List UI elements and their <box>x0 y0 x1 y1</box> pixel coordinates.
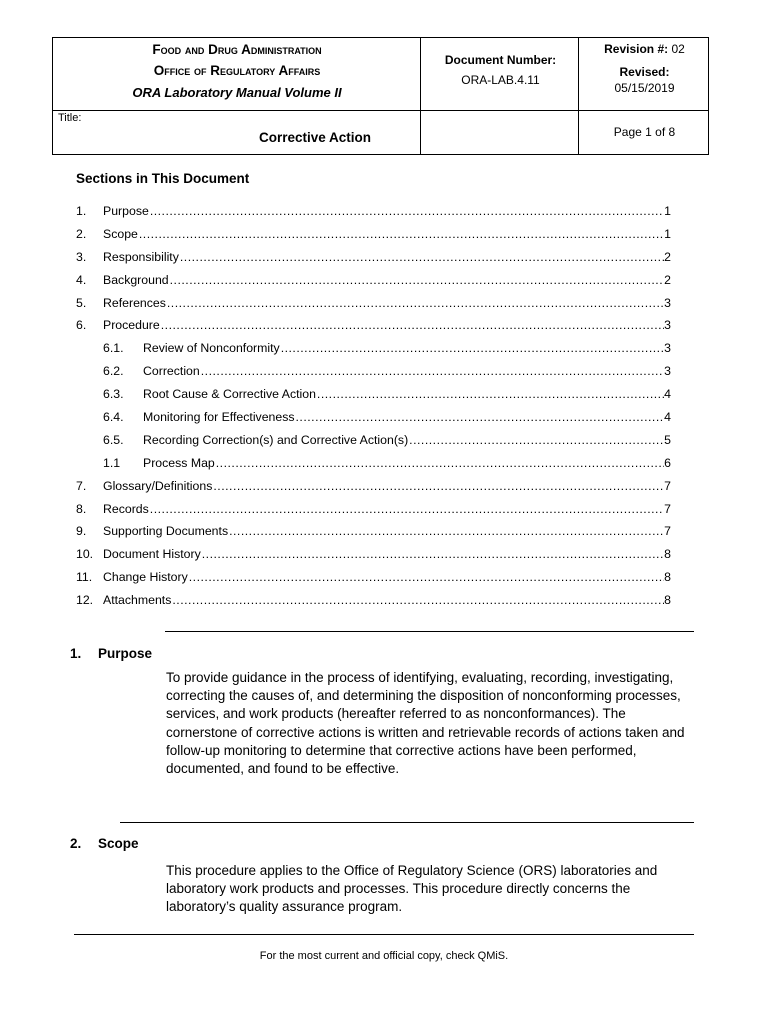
toc-entry[interactable] <box>76 272 671 295</box>
dot-leader <box>139 226 664 242</box>
section-divider <box>120 822 694 823</box>
toc-entry[interactable] <box>76 317 671 340</box>
toc-entry-leader <box>143 363 671 379</box>
toc-entry-title: Purpose <box>103 204 149 218</box>
dot-leader <box>317 386 664 402</box>
toc-entry-page: 6 <box>664 455 671 470</box>
toc-entry-title: Recording Correction(s) and Corrective Action(s) <box>143 432 409 447</box>
toc-entry[interactable] <box>76 203 671 226</box>
dot-leader <box>409 432 664 448</box>
revision-cell <box>580 38 709 111</box>
toc-entry-title: Change History <box>103 570 188 585</box>
toc-entry[interactable] <box>76 592 671 615</box>
toc-entry[interactable] <box>76 501 671 524</box>
toc-heading: Sections in This Document <box>76 171 250 186</box>
toc-entry-number: 6.5. <box>103 432 124 447</box>
dot-leader <box>172 592 664 608</box>
document-title: Corrective Action <box>258 130 372 145</box>
page-number: Page 1 of 8 <box>613 125 676 139</box>
toc-entry[interactable] <box>76 546 671 569</box>
table-of-contents <box>76 203 671 615</box>
toc-entry-leader <box>143 386 671 402</box>
agency-block <box>53 38 421 111</box>
toc-entry-leader <box>103 592 671 608</box>
toc-entry-leader <box>103 226 671 242</box>
agency-name: Food and Drug Administration <box>152 42 322 57</box>
toc-entry-number: 12. <box>76 593 94 608</box>
revised-date: 05/15/2019 <box>614 81 675 95</box>
title-label: Title: <box>58 112 82 124</box>
toc-entry[interactable] <box>76 569 671 592</box>
dot-leader <box>296 409 665 425</box>
toc-entry-title: Records <box>103 501 149 516</box>
toc-entry-number: 6.1. <box>103 341 124 356</box>
toc-entry-page: 4 <box>664 387 671 402</box>
toc-entry-page: 7 <box>664 501 671 516</box>
toc-entry-leader <box>103 569 671 585</box>
section-number: 2. <box>70 836 82 851</box>
toc-entry-number: 5. <box>76 295 87 310</box>
toc-entry-page: 7 <box>664 478 671 493</box>
toc-entry[interactable] <box>76 386 671 409</box>
toc-entry-number: 8. <box>76 501 87 516</box>
toc-entry-page: 4 <box>664 410 671 425</box>
dot-leader <box>180 249 664 265</box>
toc-entry[interactable] <box>76 340 671 363</box>
section-number: 1. <box>70 646 82 661</box>
document-number-cell <box>422 38 579 111</box>
dot-leader <box>189 569 664 585</box>
toc-entry[interactable] <box>76 478 671 501</box>
toc-entry-page: 2 <box>664 272 671 287</box>
toc-entry-title: Procedure <box>103 318 160 333</box>
toc-entry-page: 3 <box>664 364 671 379</box>
toc-entry-title: References <box>103 295 166 310</box>
dot-leader <box>202 546 664 562</box>
document-number-value: ORA-LAB.4.11 <box>461 73 540 87</box>
section-body-purpose: To provide guidance in the process of identifying, evaluating, recording, investigating, correcting the causes of, and determining the disposition of nonconforming processes, services, and work products (hereafter referred to as nonconformances). The cornerstone of corrective actions is written and retrievable records of actions taken and follow-up monitoring to determine that corrective actions have been performed, documented, and found to be effective. <box>166 670 685 777</box>
toc-entry-page: 3 <box>664 341 671 356</box>
revised-label: Revised: <box>619 65 670 79</box>
section-body-scope: This procedure applies to the Office of Regulatory Science (ORS) laboratories and laboratory work products and processes. This procedure directly concerns the laboratory’s quality assurance program. <box>166 863 658 915</box>
document-number-label: Document Number: <box>444 53 557 67</box>
toc-entry-page: 7 <box>664 524 671 539</box>
revision-value: 02 <box>671 42 685 56</box>
toc-entry-page: 1 <box>664 204 671 218</box>
toc-entry-title: Responsibility <box>103 249 179 264</box>
dot-leader <box>201 363 664 379</box>
toc-entry[interactable] <box>76 363 671 386</box>
toc-entry-number: 11. <box>76 570 93 585</box>
toc-entry-leader <box>103 295 671 311</box>
dot-leader <box>150 203 664 219</box>
toc-entry-leader <box>103 478 671 494</box>
toc-entry-page: 8 <box>664 547 671 562</box>
toc-entry-page: 8 <box>664 593 671 608</box>
dot-leader <box>229 523 664 539</box>
toc-entry[interactable] <box>76 455 671 478</box>
toc-entry-title: Review of Nonconformity <box>143 341 280 356</box>
footer-rule <box>74 934 694 935</box>
toc-entry-title: Attachments <box>103 593 172 608</box>
toc-entry-page: 3 <box>664 318 671 333</box>
toc-entry-leader <box>103 249 671 265</box>
toc-entry-page: 3 <box>664 295 671 310</box>
section-title: Purpose <box>98 646 153 661</box>
toc-entry-number: 6. <box>76 318 87 333</box>
toc-entry[interactable] <box>76 295 671 318</box>
toc-entry-leader <box>103 203 671 219</box>
dot-leader <box>161 317 664 333</box>
toc-entry-number: 4. <box>76 272 87 287</box>
dot-leader <box>213 478 664 494</box>
toc-entry-number: 1. <box>76 204 87 218</box>
toc-entry-page: 1 <box>664 226 671 241</box>
toc-entry-number: 6.4. <box>103 410 124 425</box>
toc-entry-title: Background <box>103 272 169 287</box>
dot-leader <box>170 272 665 288</box>
page-footer: For the most current and official copy, check QMiS. <box>259 950 509 962</box>
toc-entry-title: Root Cause & Corrective Action <box>143 387 316 402</box>
toc-entry-page: 8 <box>664 570 671 585</box>
toc-entry-leader <box>143 455 671 471</box>
section-title: Scope <box>98 836 139 851</box>
dot-leader <box>281 340 664 356</box>
toc-entry-leader <box>143 340 671 356</box>
toc-entry-number: 7. <box>76 478 87 493</box>
toc-entry-title: Monitoring for Effectiveness <box>143 410 295 425</box>
toc-entry-title: Glossary/Definitions <box>103 478 213 493</box>
toc-entry[interactable] <box>76 249 671 272</box>
section-divider <box>165 631 694 632</box>
toc-entry-title: Supporting Documents <box>103 524 229 539</box>
toc-entry-number: 9. <box>76 524 87 539</box>
toc-entry-leader <box>103 272 671 288</box>
toc-entry-leader <box>143 409 671 425</box>
toc-entry[interactable] <box>76 432 671 455</box>
toc-entry-number: 10. <box>76 547 94 562</box>
toc-entry[interactable] <box>76 523 671 546</box>
document-header <box>52 37 709 155</box>
toc-entry-number: 2. <box>76 226 87 241</box>
toc-entry-leader <box>143 432 671 448</box>
toc-entry-leader <box>103 546 671 562</box>
office-name: Office of Regulatory Affairs <box>153 63 321 78</box>
toc-entry-leader <box>103 501 671 517</box>
toc-entry-title: Process Map <box>143 455 215 470</box>
toc-entry-page: 2 <box>664 249 671 264</box>
toc-entry-title: Document History <box>103 547 201 562</box>
toc-entry-title: Correction <box>143 364 200 379</box>
dot-leader <box>150 501 664 517</box>
toc-entry[interactable] <box>76 226 671 249</box>
dot-leader <box>167 295 664 311</box>
section-heading-purpose <box>70 646 152 661</box>
dot-leader <box>216 455 664 471</box>
section-heading-scope <box>70 836 139 851</box>
toc-entry[interactable] <box>76 409 671 432</box>
toc-entry-title: Scope <box>103 226 138 241</box>
toc-entry-page: 5 <box>664 432 671 447</box>
toc-entry-leader <box>103 317 671 333</box>
toc-entry-number: 6.3. <box>103 387 124 402</box>
toc-entry-leader <box>103 523 671 539</box>
manual-name: ORA Laboratory Manual Volume II <box>132 85 342 100</box>
toc-entry-number: 6.2. <box>103 364 124 379</box>
revision-label: Revision #: <box>604 42 669 56</box>
toc-entry-number: 3. <box>76 249 87 264</box>
toc-entry-number: 1.1 <box>103 455 121 470</box>
